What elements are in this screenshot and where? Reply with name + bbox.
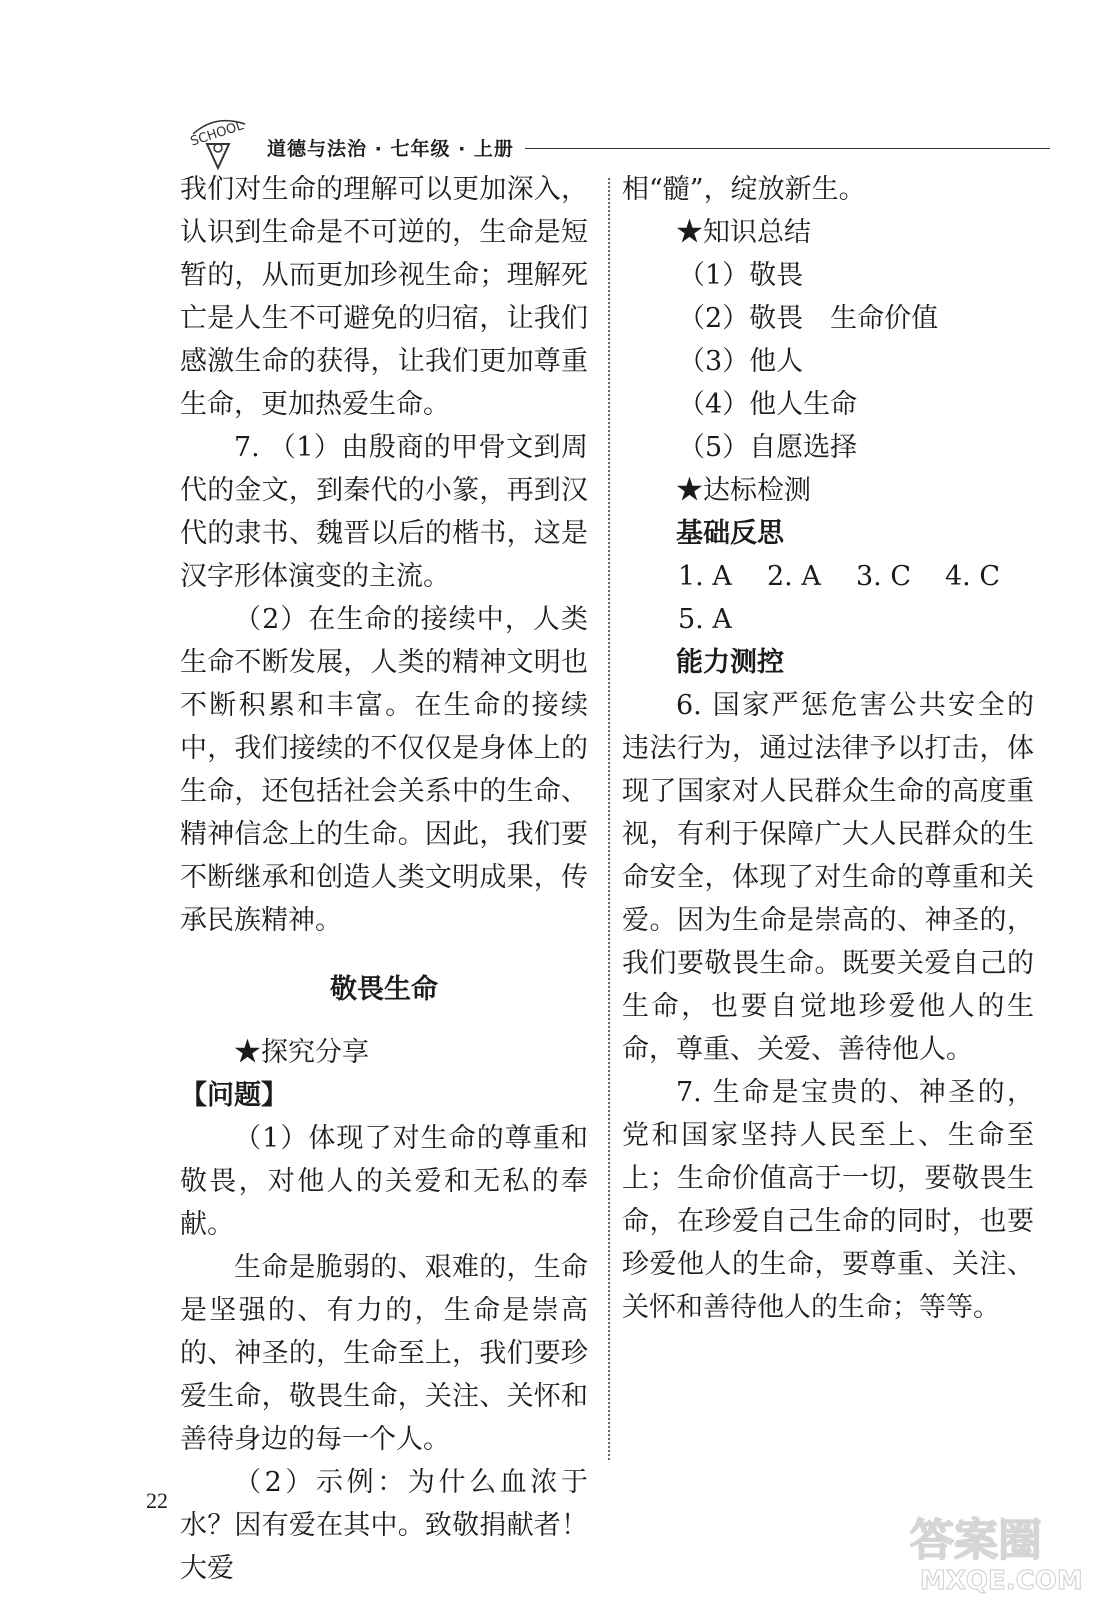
subheading: ★达标检测 [676,475,811,506]
subheading: 基础反思 [676,518,784,549]
paragraph: 相“髓”，绽放新生。 [622,174,866,205]
page-number: 22 [146,1488,168,1513]
subheading: ★探究分享 [234,1037,369,1068]
svg-text:答案圈: 答案圈 [910,1515,1042,1566]
list-item: （3）他人 [678,346,804,377]
list-item: （5）自愿选择 [678,432,858,463]
answer: 3. C [856,561,912,592]
answer-row [622,555,1034,598]
book-title: 道德与法治 · 七年级 · 上册 [267,138,514,160]
section-heading: 敬畏生命 [330,974,438,1005]
svg-text:SCHOOL: SCHOOL [188,118,246,150]
header-rule [525,148,1050,149]
list-item: （1）敬畏 [678,260,804,291]
school-logo-icon [185,112,255,172]
answer: 5. A [678,604,732,635]
paragraph: （2）在生命的接续中，人类生命不断发展，人类的精神文明也不断积累和丰富。在生命的接续中，我们接续的不仅仅是身体上的生命，还包括社会关系中的生命、精神信念上的生命。因此，我们要不断继承和创造人类文明成果，传承民族精神。 [180,604,588,936]
answer: 1. A [678,561,732,592]
paragraph: 7. （1）由殷商的甲骨文到周代的金文，到秦代的小篆，再到汉代的隶书、魏晋以后的楷书，这是汉字形体演变的主流。 [180,432,588,592]
paragraph: 生命是脆弱的、艰难的，生命是坚强的、有力的，生命是崇高的、神圣的，生命至上，我们要珍爱生命，敬畏生命，关注、关怀和善待身边的每一个人。 [180,1252,588,1455]
answer: 2. A [767,561,821,592]
paragraph: （2）示例：为什么血浓于水？因有爱在其中。致敬捐献者！大爱 [180,1467,588,1584]
subheading: 能力测控 [676,647,784,678]
right-column [622,168,1034,1329]
question-label: 【问题】 [180,1080,288,1111]
subheading: ★知识总结 [676,217,811,248]
answer: 4. C [945,561,1001,592]
svg-text:MXQE.COM: MXQE.COM [920,1566,1083,1595]
left-column [180,168,588,1590]
column-divider [608,178,610,1460]
paragraph: 7. 生命是宝贵的、神圣的，党和国家坚持人民至上、生命至上；生命价值高于一切，要敬畏生命，在珍爱自己生命的同时，也要珍爱他人的生命，要尊重、关注、关怀和善待他人的生命；等等。 [622,1077,1034,1323]
page-header [185,112,1055,172]
list-item: （2）敬畏 生命价值 [678,303,939,334]
list-item: （4）他人生命 [678,389,858,420]
paragraph: （1）体现了对生命的尊重和敬畏，对他人的关爱和无私的奉献。 [180,1123,588,1240]
paragraph: 6. 国家严惩危害公共安全的违法行为，通过法律予以打击，体现了国家对人民群众生命的高度重视，有利于保障广大人民群众的生命安全，体现了对生命的尊重和关爱。因为生命是崇高的、神圣的，我们要敬畏生命。既要关爱自己的生命，也要自觉地珍爱他人的生命，尊重、关爱、善待他人。 [622,690,1034,1065]
paragraph: 我们对生命的理解可以更加深入，认识到生命是不可逆的，生命是短暂的，从而更加珍视生命；理解死亡是人生不可避免的归宿，让我们感激生命的获得，让我们更加尊重生命，更加热爱生命。 [180,174,588,420]
watermark-logo-icon [900,1505,1100,1595]
